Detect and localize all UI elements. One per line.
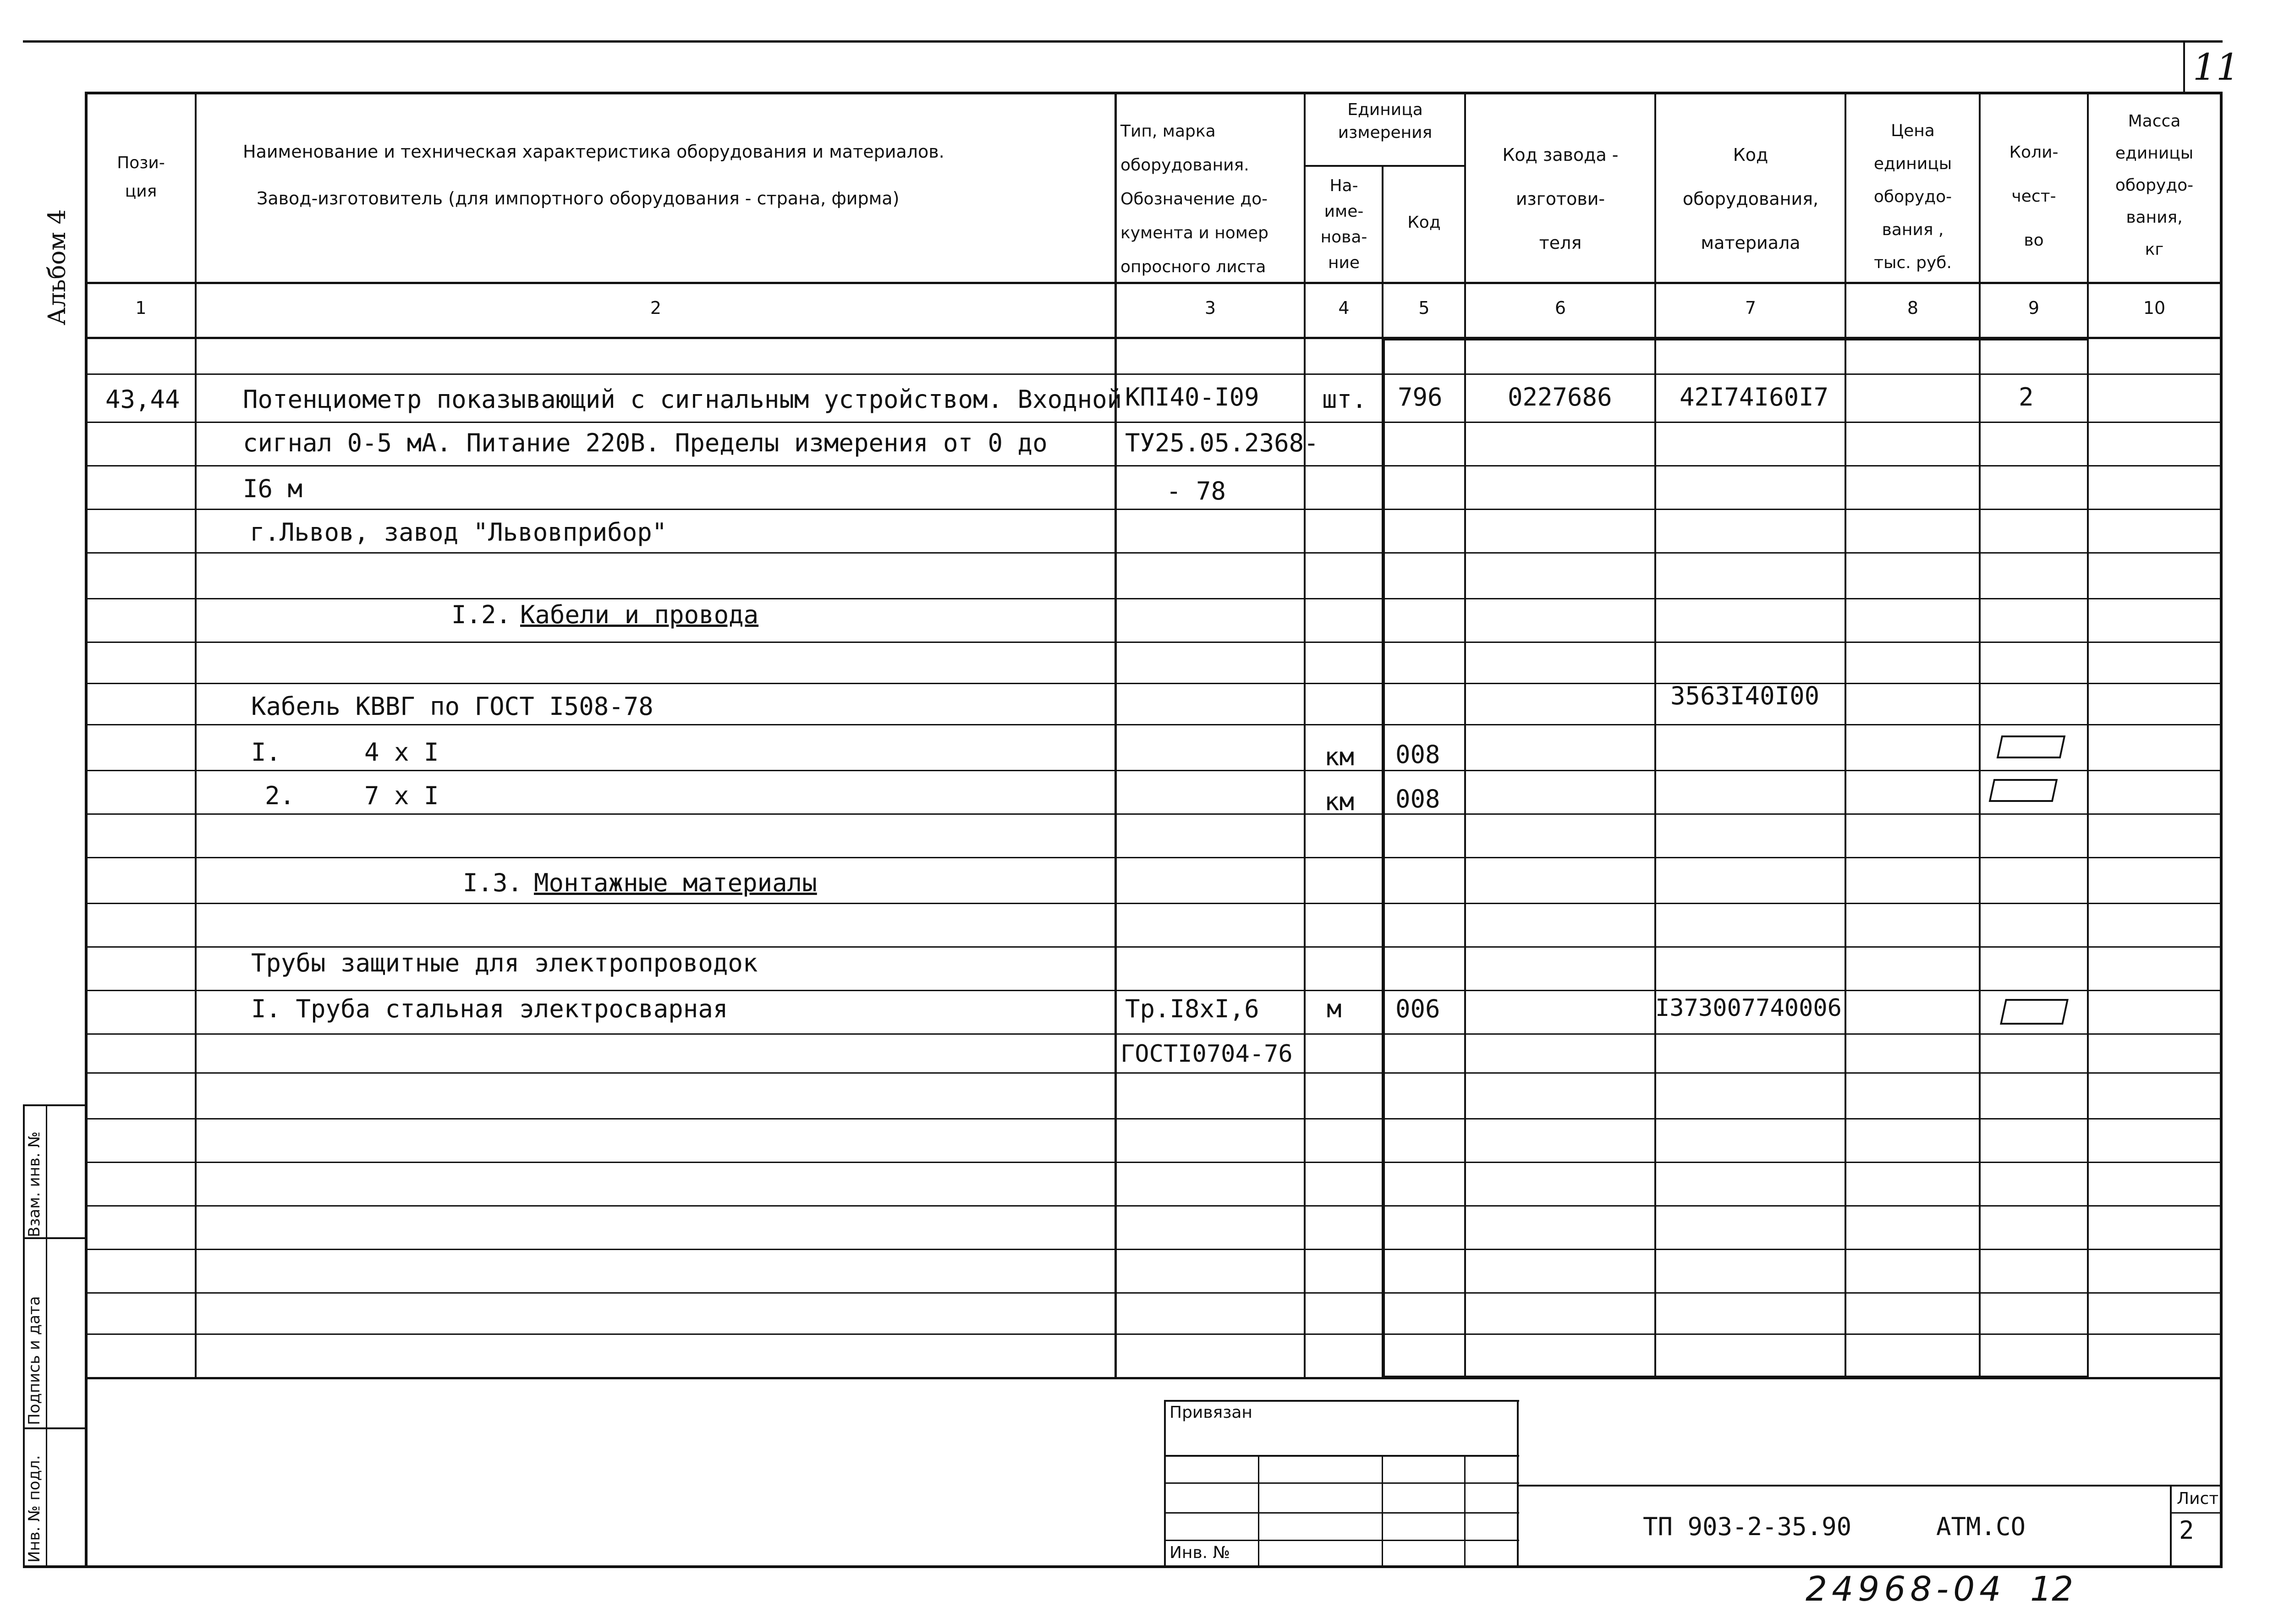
row-line	[85, 683, 2223, 684]
frame-top-line	[23, 40, 2223, 43]
section-1-2-title: Кабели и провода	[520, 600, 759, 629]
row9-name: I. Труба стальная электросварная	[251, 994, 728, 1023]
row10-type: ГОСТI0704-76	[1120, 1040, 1293, 1068]
colnum-2: 2	[650, 298, 662, 318]
row-line	[85, 770, 2223, 771]
row1-material-code: 42I74I60I7	[1680, 383, 1829, 411]
tb-line-1	[1164, 1455, 1519, 1457]
header-quantity: Коли- чест- во	[2009, 143, 2059, 250]
row1-name: Потенциометр показывающий с сигнальным устройством. Входной	[243, 385, 1122, 414]
row-line	[85, 598, 2223, 599]
colnum-7: 7	[1745, 298, 1757, 318]
row2-name: сигнал 0-5 мА. Питание 220В. Пределы измерения от 0 до	[243, 428, 1048, 457]
col-line-6	[1654, 92, 1656, 1379]
row6-size: 4 x I	[364, 738, 439, 767]
row1-factory-code: 0227686	[1508, 383, 1612, 411]
block-top-line	[1382, 337, 2089, 340]
sheet-label: Лист	[2177, 1489, 2219, 1508]
stamp-col-line2	[23, 1237, 85, 1239]
stamp-inv-original: Инв. № подл.	[25, 1455, 44, 1563]
stamp-col-inner	[46, 1104, 47, 1568]
row-line	[85, 1292, 2223, 1294]
row-line	[85, 813, 2223, 815]
row6-number: I.	[251, 738, 281, 767]
row1-position: 43,44	[105, 385, 180, 414]
row-line	[85, 1333, 2223, 1335]
attached-label: Привязан	[1169, 1403, 1252, 1422]
table-top-line	[85, 92, 2223, 94]
tb-box-top	[1164, 1400, 1519, 1402]
row9-type: Тр.I8xI,6	[1125, 994, 1259, 1023]
row7-unit: км	[1324, 787, 1355, 816]
tb-right-top	[1517, 1485, 2223, 1487]
tb-vline-1	[1258, 1455, 1259, 1568]
row3-name: I6 м	[243, 474, 303, 503]
album-label: Альбом 4	[44, 209, 71, 325]
stamp-col-left	[23, 1104, 25, 1568]
colnum-4: 4	[1338, 298, 1350, 318]
row2-type: ТУ25.05.2368-	[1125, 428, 1319, 457]
stamp-replace-inv: Взам. инв. №	[25, 1131, 44, 1237]
row6-quantity-box	[1997, 735, 2066, 758]
corner-sheet-number: 11	[2193, 46, 2240, 88]
row9-material-code: I373007740006	[1655, 994, 1842, 1022]
header-type: Тип, марка оборудования. Обозначение до- кумента и номер опросного листа	[1120, 122, 1268, 276]
row-line	[85, 509, 2223, 510]
colnum-3: 3	[1204, 298, 1216, 318]
col-line-8	[1979, 92, 1981, 1379]
tb-vline-2	[1382, 1455, 1383, 1568]
header-unit-name: На- име- нова- ние	[1320, 176, 1367, 272]
row-line	[85, 642, 2223, 643]
table-bottom-line	[85, 1377, 2223, 1379]
row-line	[85, 946, 2223, 948]
col-line-2	[1115, 92, 1117, 1379]
row-line	[85, 1205, 2223, 1207]
header-factory-code: Код завода - изготови- теля	[1502, 145, 1619, 253]
row-line	[85, 1249, 2223, 1250]
stamp-signature-date: Подпись и дата	[25, 1296, 44, 1425]
row1-unit: шт.	[1322, 385, 1367, 414]
unit-group-line	[1304, 165, 1464, 167]
header-unit-group: Единица измерения	[1338, 100, 1433, 142]
row-line	[85, 990, 2223, 991]
inv-number-label: Инв. №	[1169, 1543, 1230, 1562]
document-code: ТП 903-2-35.90	[1643, 1512, 1852, 1541]
col-line-5	[1464, 92, 1466, 1379]
row9-code: 006	[1395, 994, 1440, 1023]
section-1-3-title: Монтажные материалы	[534, 868, 817, 897]
tb-sheet-mid	[2170, 1512, 2223, 1514]
row-line	[85, 903, 2223, 904]
colnum-6: 6	[1554, 298, 1566, 318]
row-line	[85, 552, 2223, 554]
header-unit-code: Код	[1407, 213, 1441, 232]
section-1-2-number: I.2.	[451, 600, 511, 629]
row7-code: 008	[1395, 785, 1440, 813]
colnum-10: 10	[2143, 298, 2166, 318]
row3-type: - 78	[1166, 477, 1226, 505]
document-mark: АТМ.СО	[1936, 1512, 2026, 1541]
tb-box-left	[1164, 1400, 1166, 1568]
tb-sheet-left	[2170, 1485, 2172, 1568]
row-line	[85, 1162, 2223, 1163]
row5-material-code: 3563I40I00	[1670, 681, 1820, 710]
tb-line-3	[1164, 1512, 1519, 1514]
row-line	[85, 857, 2223, 858]
stamp-col-line1	[23, 1104, 85, 1106]
row-line	[85, 724, 2223, 725]
section-1-3-number: I.3.	[463, 868, 523, 897]
corner-box-left	[2183, 40, 2185, 92]
stamp-col-line3	[23, 1427, 85, 1429]
col-line-1	[195, 92, 197, 1379]
bottom-page-number: 12	[2030, 1569, 2074, 1609]
header-price: Цена единицы оборудо- вания , тыс. руб.	[1873, 121, 1952, 272]
row-line	[85, 1072, 2223, 1074]
row-line	[85, 1118, 2223, 1119]
frame-bottom-line	[23, 1565, 2223, 1568]
row9-unit: м	[1327, 994, 1342, 1023]
row7-quantity-box	[1989, 779, 2058, 802]
col-line-9	[2087, 92, 2089, 1379]
header-material-code: Код оборудования, материала	[1682, 145, 1819, 253]
header-position: Пози- ция	[117, 154, 165, 201]
colnum-5: 5	[1418, 298, 1430, 318]
col-line-3	[1304, 92, 1306, 1379]
row1-code: 796	[1398, 383, 1443, 411]
row1-type: КПI40-I09	[1125, 383, 1259, 411]
frame-right-line	[2220, 92, 2223, 1568]
row9-quantity-box	[2000, 999, 2069, 1025]
row-line	[85, 1033, 2223, 1035]
row8-name: Трубы защитные для электропроводок	[251, 949, 758, 977]
sheet-number: 2	[2179, 1516, 2194, 1545]
row1-quantity: 2	[2019, 383, 2034, 411]
header-mass: Масса единицы оборудо- вания, кг	[2115, 112, 2194, 259]
row5-name: Кабель КВВГ по ГОСТ I508-78	[251, 692, 653, 721]
tb-line-4	[1164, 1540, 1519, 1541]
row-line	[85, 465, 2223, 466]
row6-unit: км	[1324, 742, 1355, 771]
row6-code: 008	[1395, 740, 1440, 769]
colnum-9: 9	[2028, 298, 2040, 318]
col-line-7	[1845, 92, 1846, 1379]
row7-number: 2.	[265, 781, 295, 810]
row-line	[85, 422, 2223, 423]
tb-vline-3	[1464, 1455, 1466, 1568]
row4-name: г.Львов, завод "Львовприбор"	[250, 518, 667, 547]
header-name: Наименование и техническая характеристика оборудования и материалов. Завод-изготовитель (для импортного оборудования - страна, фирма)	[243, 142, 944, 208]
bottom-archive-number: 24968-04	[1806, 1569, 2006, 1609]
tb-line-2	[1164, 1482, 1519, 1484]
tb-box-right	[1517, 1400, 1519, 1568]
colnum-1: 1	[135, 298, 147, 318]
row-line	[85, 373, 2223, 375]
colnum-8: 8	[1907, 298, 1919, 318]
row7-size: 7 x I	[364, 781, 439, 810]
